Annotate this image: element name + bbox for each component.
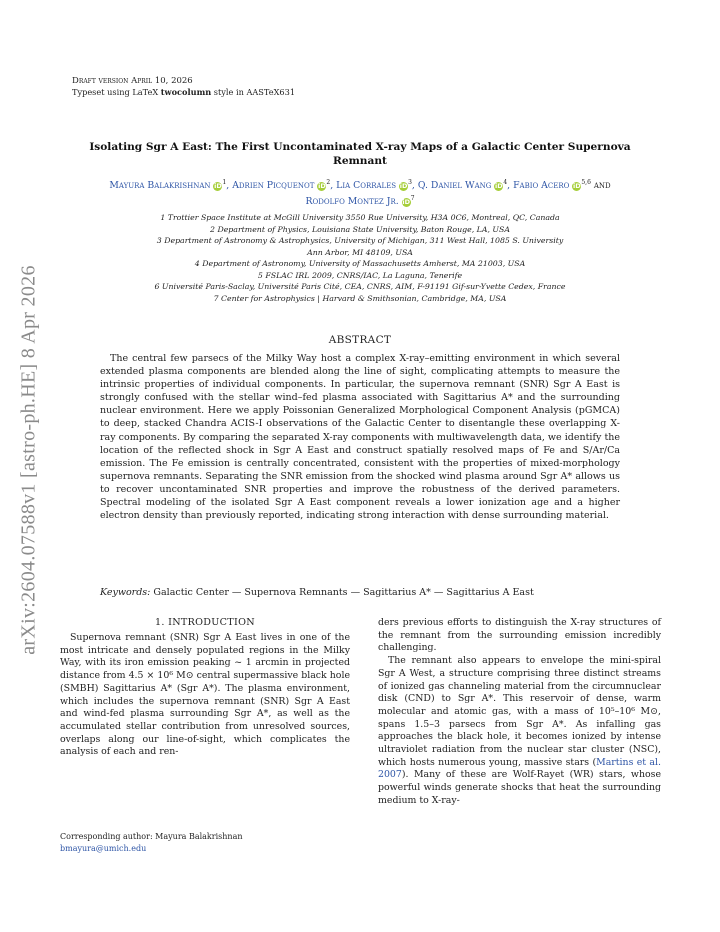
paper-title: Isolating Sgr A East: The First Uncontaminated X-ray Maps of a Galactic Center Supernova Remnant [89,141,631,167]
affiliation: 3 Department of Astronomy & Astrophysics, University of Michigan, 311 West Hall, 1085 S. University [156,236,564,245]
orcid-icon[interactable]: iD [318,182,326,191]
affiliation: 1 Trottier Space Institute at McGill University 3550 Rue University, H3A 0C6, Montreal, QC, Canada [160,213,560,222]
orcid-icon[interactable]: iD [495,182,503,191]
keywords-label: Keywords: [100,587,151,598]
orcid-icon[interactable]: iD [399,182,408,191]
author-list: Mayura Balakrishnan $iD^1$, Adrien Picquenot $iD^2$, Lia Corrales $iD^3$, Q. Daniel Wang $iD^4$, Fabio Acero iD$^{5,6}$ and Rodolfo Montez Jr. $iD^7$ [109,179,611,208]
affiliation: 2 Department of Physics, Louisiana State University, Baton Rouge, LA, USA [210,224,510,234]
author-5[interactable]: Fabio Acero iD$^{5,6}$ [513,179,591,192]
affiliation: 6 Université Paris-Saclay, Université Paris Cité, CEA, CNRS, AIM, F-91191 Gif-sur-Yvette Cedex, France [154,282,566,291]
affiliation: 5 FSLAC IRL 2009, CNRS/IAC, La Laguna, Tenerife [257,270,463,280]
orcid-icon[interactable]: iD [573,182,581,191]
typeset-suffix: style in AASTeX631 [211,87,296,97]
author-3[interactable]: Lia Corrales $iD^3$ [336,179,412,192]
affiliations [80,212,640,304]
intro-left-column [60,632,350,759]
orcid-icon[interactable]: iD [402,198,410,207]
section-heading: 1. INTRODUCTION [155,617,255,628]
corresponding-author [60,831,350,854]
authors-and: and [593,180,611,192]
author-4[interactable]: Q. Daniel Wang $iD^4$ [417,179,508,192]
intro-paragraph: ders previous efforts to distinguish the X-ray structures of the remnant from the surrounding emission incredibly challenging. [378,617,661,654]
typeset-bold: twocolumn [160,87,212,97]
keywords-list: Galactic Center — Supernova Remnants — Sagittarius A* — Sagittarius A East [153,587,534,598]
arxiv-sidebar [14,235,44,685]
intro-right-column [378,617,661,808]
typeset-line [72,87,295,97]
keywords [100,587,620,598]
typeset-prefix: Typeset using [72,87,133,97]
affiliation: Ann Arbor, MI 48109, USA [307,247,413,257]
author-2[interactable]: Adrien Picquenot $iD^2$ [232,179,331,192]
abstract-text: The central few parsecs of the Milky Way host a complex X-ray–emitting environment in which several extended plasma components are blended along the line of sight, complicating attempts to measure the intrinsic properties of individual components. In particular, the supernova remnant (SNR) Sgr A East is strongly confused with the stellar wind–fed plasma associated with Sagittarius A* and the surrounding nuclear environment. Here we apply Poissonian Generalized Morphological Component Analysis (pGMCA) to deep, stacked Chandra ACIS-I observations of the Galactic Center to disentangle these overlapping X-ray components. By comparing the separated X-ray components with multiwavelength data, we identify the location of the reflected shock in Sgr A East and construct spatially resolved maps of Fe and S/Ar/Ca emission. The Fe emission is centrally concentrated, consistent with the properties of mixed-morphology supernova remnants. Separating the SNR emission from the shocked wind plasma around Sgr A* allows us to recover uncontaminated SNR properties and improve the robustness of the derived parameters. Spectral modeling of the isolated Sgr A East component reveals a lower ionization age and a higher electron density than previously reported, indicating strong interaction with dense surrounding material. [100,353,620,522]
citation-link[interactable]: Martins et al. 2007 [378,756,661,781]
affiliation: 4 Department of Astronomy, University of Massachusetts Amherst, MA 21003, USA [194,259,526,268]
affiliation: 7 Center for Astrophysics | Harvard & Smithsonian, Cambridge, MA, USA [213,293,507,303]
intro-paragraph: The remnant also appears to envelope the mini-spiral Sgr A West, a structure comprising three distinct streams of ionized gas channeling material from the circumnuclear disk (CND) to Sgr A*. This reservoir of dense, warm molecular and atomic gas, with a mass of 10⁵–10⁶ M⊙, spans 1.5–3 parsecs from Sgr A*. As infalling gas approaches the black hole, it becomes ionized by intense ultraviolet radiation from the nuclear star cluster (NSC), which hosts numerous young, massive stars (Martins et al. 2007). Many of these are Wolf-Rayet (WR) stars, whose powerful winds generate shocks that heat the surrounding medium to X-ray- [378,655,661,806]
draft-version: Draft version April 10, 2026 [72,76,193,86]
author-6[interactable]: Rodolfo Montez Jr. $iD^7$ [305,195,415,208]
email-link[interactable]: bmayura@umich.edu [60,843,147,853]
orcid-icon[interactable]: iD [214,182,222,191]
typeset-latex: LaTeX [132,87,159,97]
arxiv-id[interactable]: arXiv:2604.07588v1 [astro-ph.HE] 8 Apr 2026 [17,265,40,655]
intro-paragraph: Supernova remnant (SNR) Sgr A East lives in one of the most intricate and densely populated regions in the Milky Way, with its iron emission peaking ~ 1 arcmin in projected distance from 4.5 × 10⁶ M⊙ central supermassive black hole (SMBH) Sagittarius A* (Sgr A*). The plasma environment, which includes the supernova remnant (SNR) Sgr A East and wind-fed plasma surrounding Sgr A*, as well as the accumulated stellar contribution from unresolved sources, overlaps along our line-of-sight, which complicates the analysis of each and ren- [60,632,350,758]
author-1[interactable]: Mayura Balakrishnan $iD^1$ [109,179,227,192]
abstract-heading: ABSTRACT [328,334,392,346]
corresponding-author-line: Corresponding author: Mayura Balakrishnan [60,832,243,841]
